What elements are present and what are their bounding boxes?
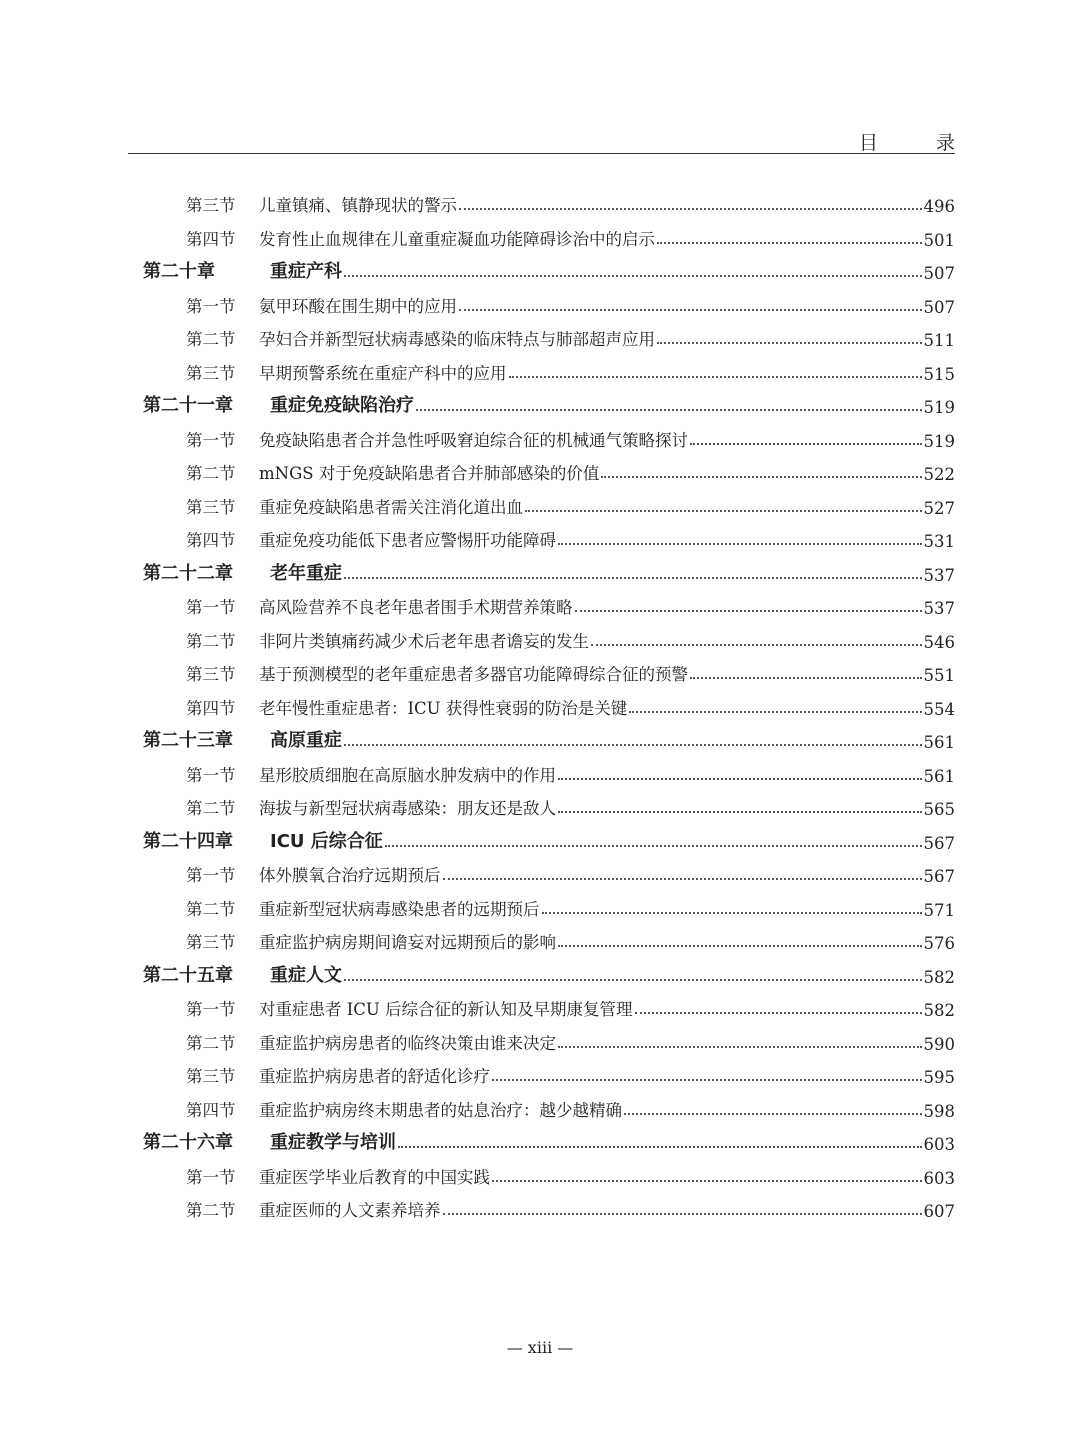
section-label: 第四节	[186, 229, 236, 249]
chapter-title: 老年重症	[270, 562, 342, 584]
dot-leader	[690, 677, 922, 679]
page-ref: 582	[923, 967, 955, 987]
page-ref: 598	[923, 1101, 955, 1121]
chapter-title: 高原重症	[270, 730, 342, 751]
page-ref: 590	[923, 1034, 955, 1054]
dot-leader	[558, 1046, 922, 1048]
dot-leader	[344, 979, 922, 981]
section-label: 第二节	[186, 1201, 236, 1220]
toc-chapter-entry[interactable]	[0, 253, 1080, 283]
dot-leader	[558, 778, 922, 780]
page-ref: 511	[923, 331, 955, 350]
section-label: 第三节	[186, 196, 236, 215]
toc-chapter-entry[interactable]	[0, 555, 1080, 585]
page-number: — xiii —	[506, 1338, 574, 1357]
section-label: 第一节	[186, 598, 236, 617]
toc-section-entry[interactable]	[0, 1158, 1080, 1188]
section-title: 老年慢性重症患者：ICU 获得性衰弱的防治是关键	[259, 698, 628, 718]
toc-section-entry[interactable]	[0, 186, 1080, 216]
toc-section-entry[interactable]	[0, 421, 1080, 451]
page-ref: 519	[923, 431, 955, 451]
header-rule	[128, 153, 955, 154]
section-title: 重症监护病房终末期患者的姑息治疗：越少越精确	[259, 1100, 622, 1120]
toc-section-entry[interactable]	[0, 287, 1080, 317]
toc-section-entry[interactable]	[0, 856, 1080, 886]
section-label: 第四节	[186, 698, 236, 718]
section-label: 第三节	[186, 497, 236, 517]
page-ref: 537	[923, 599, 955, 618]
chapter-title: 重症产科	[270, 261, 342, 282]
dot-leader	[344, 577, 922, 579]
dot-leader	[398, 1146, 922, 1148]
page-ref: 567	[923, 833, 955, 853]
dot-leader	[443, 1213, 922, 1215]
page-ref: 515	[923, 364, 955, 384]
chapter-label: 第二十章	[143, 261, 215, 282]
page-ref: 582	[923, 1001, 955, 1020]
section-label: 第二节	[186, 1033, 236, 1053]
dot-leader	[629, 711, 921, 713]
toc-chapter-entry[interactable]	[0, 387, 1080, 417]
section-title: 高风险营养不良老年患者围手术期营养策略	[259, 598, 573, 617]
section-title: 重症监护病房期间谵妄对远期预后的影响	[259, 933, 556, 952]
dot-leader	[624, 1113, 922, 1115]
section-title: 氨甲环酸在围生期中的应用	[259, 296, 457, 316]
page-ref: 554	[923, 699, 955, 719]
running-header-title: 目 录	[858, 132, 981, 154]
section-label: 第三节	[186, 665, 236, 684]
dot-leader	[443, 878, 922, 880]
page-ref: 531	[923, 532, 955, 551]
section-label: 第一节	[186, 765, 236, 785]
section-label: 第四节	[186, 531, 236, 550]
dot-leader	[558, 945, 922, 947]
section-title: mNGS 对于免疫缺陷患者合并肺部感染的价值	[259, 464, 600, 483]
chapter-label: 第二十四章	[143, 830, 233, 852]
dot-leader	[492, 1180, 922, 1182]
chapter-title: 重症教学与培训	[270, 1132, 396, 1153]
toc-section-entry[interactable]	[0, 320, 1080, 350]
chapter-label: 第二十五章	[143, 964, 233, 986]
section-label: 第一节	[186, 866, 236, 885]
chapter-title: ICU 后综合征	[270, 830, 383, 852]
section-title: 重症新型冠状病毒感染患者的远期预后	[259, 899, 540, 919]
section-label: 第四节	[186, 1100, 236, 1120]
toc-chapter-entry[interactable]	[0, 957, 1080, 987]
toc-section-entry[interactable]	[0, 622, 1080, 652]
section-title: 孕妇合并新型冠状病毒感染的临床特点与肺部超声应用	[259, 330, 655, 349]
page-ref: 571	[923, 900, 955, 920]
dot-leader	[657, 342, 922, 344]
page-ref: 576	[923, 934, 955, 953]
section-title: 海拔与新型冠状病毒感染：朋友还是敌人	[259, 799, 556, 818]
dot-leader	[492, 1079, 922, 1081]
page-ref: 522	[923, 465, 955, 484]
page-ref: 551	[923, 666, 955, 685]
toc-section-entry[interactable]	[0, 689, 1080, 719]
section-label: 第一节	[186, 1000, 236, 1019]
section-label: 第二节	[186, 799, 236, 818]
section-label: 第二节	[186, 899, 236, 919]
toc-section-entry[interactable]	[0, 923, 1080, 953]
section-label: 第一节	[186, 1167, 236, 1187]
section-title: 基于预测模型的老年重症患者多器官功能障碍综合征的预警	[259, 665, 688, 684]
section-title: 儿童镇痛、镇静现状的警示	[259, 196, 457, 215]
section-title: 体外膜氧合治疗远期预后	[259, 866, 441, 885]
dot-leader	[385, 845, 922, 847]
page-ref: 546	[923, 632, 955, 652]
section-title: 发育性止血规律在儿童重症凝血功能障碍诊治中的启示	[259, 229, 655, 249]
section-label: 第三节	[186, 363, 236, 383]
dot-leader	[591, 644, 922, 646]
section-title: 重症医学毕业后教育的中国实践	[259, 1167, 490, 1187]
toc-section-entry[interactable]	[0, 756, 1080, 786]
section-title: 对重症患者 ICU 后综合征的新认知及早期康复管理	[259, 1000, 633, 1019]
toc-chapter-entry[interactable]	[0, 722, 1080, 752]
toc-chapter-entry[interactable]	[0, 1124, 1080, 1154]
dot-leader	[601, 476, 921, 478]
dot-leader	[542, 912, 922, 914]
dot-leader	[509, 376, 922, 378]
section-title: 免疫缺陷患者合并急性呼吸窘迫综合征的机械通气策略探讨	[259, 430, 688, 450]
page-ref: 496	[923, 197, 955, 216]
toc-section-entry[interactable]	[0, 588, 1080, 618]
section-label: 第二节	[186, 330, 236, 349]
toc-section-entry[interactable]	[0, 1024, 1080, 1054]
section-label: 第一节	[186, 430, 236, 450]
page-ref: 561	[923, 766, 955, 786]
dot-leader	[575, 610, 922, 612]
page-ref: 519	[923, 398, 955, 417]
page-ref: 501	[923, 230, 955, 250]
toc-section-entry[interactable]	[0, 1091, 1080, 1121]
section-title: 重症免疫功能低下患者应警惕肝功能障碍	[259, 531, 556, 550]
dot-leader	[459, 309, 922, 311]
page-ref: 561	[923, 733, 955, 752]
dot-leader	[657, 242, 922, 244]
section-title: 重症医师的人文素养培养	[259, 1201, 441, 1220]
page-ref: 537	[923, 565, 955, 585]
dot-leader	[558, 811, 922, 813]
section-label: 第三节	[186, 933, 236, 952]
section-title: 重症免疫缺陷患者需关注消化道出血	[259, 497, 523, 517]
section-label: 第二节	[186, 631, 236, 651]
chapter-title: 重症免疫缺陷治疗	[270, 395, 414, 416]
toc-section-entry[interactable]	[0, 789, 1080, 819]
chapter-title: 重症人文	[270, 964, 342, 986]
chapter-label: 第二十一章	[143, 395, 233, 416]
section-label: 第三节	[186, 1067, 236, 1086]
dot-leader	[558, 543, 922, 545]
toc-section-entry[interactable]	[0, 1057, 1080, 1087]
toc-chapter-entry[interactable]	[0, 823, 1080, 853]
toc-section-entry[interactable]	[0, 521, 1080, 551]
page-ref: 507	[923, 264, 955, 283]
toc-section-entry[interactable]	[0, 220, 1080, 250]
dot-leader	[416, 409, 922, 411]
section-title: 早期预警系统在重症产科中的应用	[259, 363, 507, 383]
toc-section-entry[interactable]	[0, 488, 1080, 518]
page-ref: 595	[923, 1068, 955, 1087]
toc-section-entry[interactable]	[0, 655, 1080, 685]
section-title: 重症监护病房患者的舒适化诊疗	[259, 1067, 490, 1086]
page-ref: 607	[923, 1202, 955, 1221]
toc-section-entry[interactable]	[0, 354, 1080, 384]
dot-leader	[344, 275, 922, 277]
toc-section-entry[interactable]	[0, 990, 1080, 1020]
page-ref: 567	[923, 867, 955, 886]
page-ref: 507	[923, 297, 955, 317]
section-title: 非阿片类镇痛药减少术后老年患者谵妄的发生	[259, 631, 589, 651]
chapter-label: 第二十六章	[143, 1132, 233, 1153]
toc-section-entry[interactable]	[0, 1191, 1080, 1221]
dot-leader	[690, 443, 922, 445]
toc-section-entry[interactable]	[0, 890, 1080, 920]
toc-section-entry[interactable]	[0, 454, 1080, 484]
dot-leader	[635, 1012, 922, 1014]
page-ref: 527	[923, 498, 955, 518]
section-label: 第一节	[186, 296, 236, 316]
dot-leader	[459, 208, 922, 210]
section-title: 星形胶质细胞在高原脑水肿发病中的作用	[259, 765, 556, 785]
page-ref: 603	[923, 1135, 955, 1154]
chapter-label: 第二十二章	[143, 562, 233, 584]
chapter-label: 第二十三章	[143, 730, 233, 751]
section-label: 第二节	[186, 464, 236, 483]
page-ref: 565	[923, 800, 955, 819]
page-ref: 603	[923, 1168, 955, 1188]
dot-leader	[344, 744, 922, 746]
section-title: 重症监护病房患者的临终决策由谁来决定	[259, 1033, 556, 1053]
dot-leader	[525, 510, 922, 512]
